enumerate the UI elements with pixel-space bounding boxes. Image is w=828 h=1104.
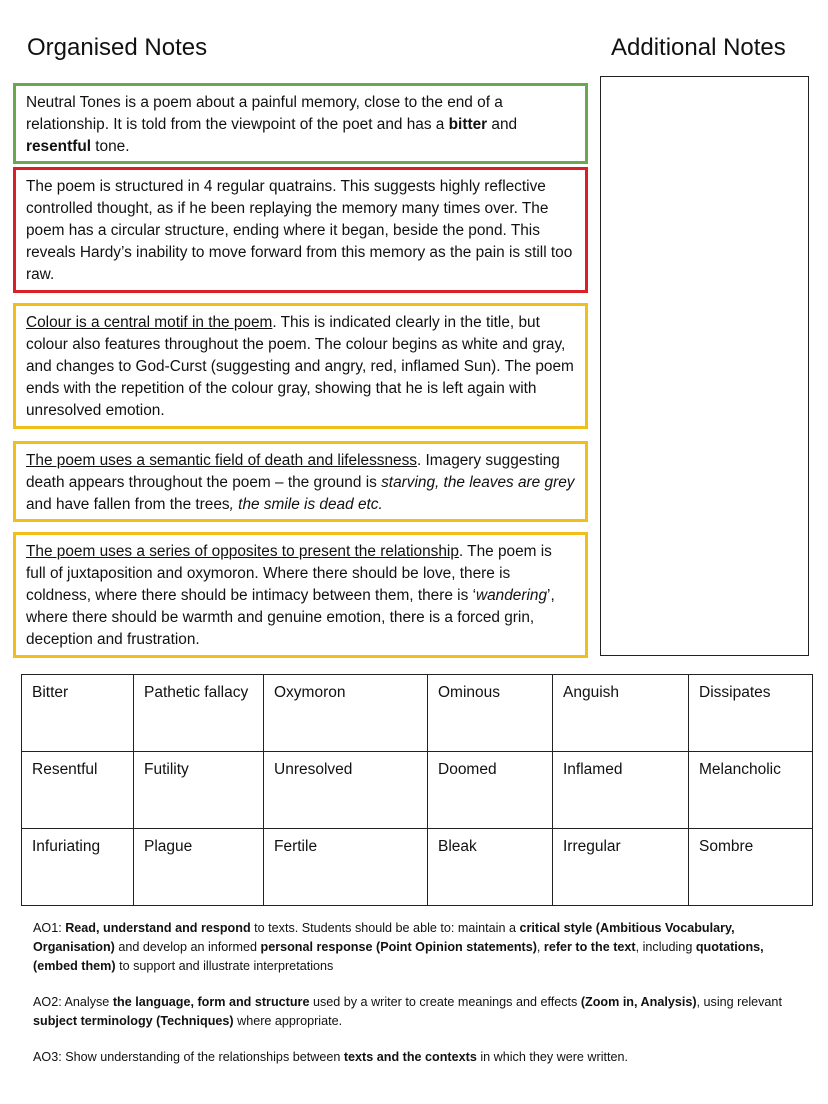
text-segment: and have fallen from the trees: [26, 496, 230, 513]
term-cell: Inflamed: [553, 752, 689, 829]
text-segment: The poem uses a series of opposites to present the relationship: [26, 543, 459, 560]
term-cell: Sombre: [689, 829, 813, 906]
term-cell: Infuriating: [22, 829, 134, 906]
text-segment: Read, understand and respond: [65, 921, 251, 935]
text-segment: , including: [635, 940, 696, 954]
text-segment: to texts. Students should be able to: maintain a: [250, 921, 520, 935]
ao2-text: [33, 993, 808, 1031]
text-segment: refer to the text: [543, 940, 636, 954]
ao3-text: [33, 1048, 808, 1067]
text-segment: critical style (Ambitious Vocabulary, Organisation): [33, 921, 735, 954]
text-segment: Neutral Tones is a poem about a painful memory, close to the end of a relationship. It is told from the viewpoint of the poet and has a: [26, 94, 503, 133]
note-structure: [13, 167, 588, 293]
text-segment: in which they were written.: [476, 1050, 629, 1064]
text-segment: where appropriate.: [233, 1014, 343, 1028]
text-segment: AO1:: [33, 921, 66, 935]
text-segment: Colour is a central motif in the poem: [26, 314, 273, 331]
ao1-text: [33, 919, 808, 976]
term-cell: Plague: [134, 829, 264, 906]
text-segment: The poem is structured in 4 regular quatrains. This suggests highly reflective controlled thought, as if he been replaying the memory many times over. The poem has a circular structure, ending where it began, beside the pond. This reveals Hardy’s inability to move forward from this memory as the pain is still too raw.: [26, 178, 573, 283]
text-segment: . Imagery suggesting death appears throughout the poem – the ground is: [26, 452, 560, 491]
note-colour-motif: [13, 303, 588, 429]
text-segment: and: [487, 116, 518, 133]
text-segment: The poem uses a semantic field of death and lifelessness: [26, 452, 417, 469]
text-segment: bitter: [448, 116, 488, 133]
text-segment: AO3: Show understanding of the relationships between: [33, 1050, 344, 1064]
term-cell: Oxymoron: [264, 675, 428, 752]
text-segment: ’, where there should be warmth and genuine emotion, there is a forced grin, deception and frustration.: [26, 587, 555, 648]
additional-notes-box[interactable]: [600, 76, 809, 656]
term-cell: Bleak: [428, 829, 553, 906]
term-cell: Irregular: [553, 829, 689, 906]
table-row: [22, 752, 813, 829]
text-segment: wandering: [476, 587, 548, 604]
term-cell: Doomed: [428, 752, 553, 829]
organised-notes-heading: Organised Notes: [27, 34, 208, 61]
text-segment: , the smile is dead etc.: [229, 496, 383, 513]
term-cell: Dissipates: [689, 675, 813, 752]
text-segment: . This is indicated clearly in the title, but colour also features throughout the poem. The colour begins as white and gray, and changes to God-Curst (suggesting and angry, red, inflamed Sun). The poem ends with the repetition of the colour gray, showing that he is left again with unresolved emotion.: [26, 314, 574, 419]
text-segment: AO2: Analyse: [33, 995, 113, 1009]
table-row: [22, 675, 813, 752]
term-cell: Anguish: [553, 675, 689, 752]
text-segment: texts and the contexts: [343, 1050, 477, 1064]
assessment-objectives: [33, 919, 808, 1084]
note-semantic-field: [13, 441, 588, 522]
additional-notes-heading: Additional Notes: [611, 34, 786, 61]
text-segment: (Zoom in, Analysis): [580, 995, 697, 1009]
term-cell: Resentful: [22, 752, 134, 829]
term-cell: Melancholic: [689, 752, 813, 829]
text-segment: ,: [536, 940, 544, 954]
text-segment: and develop an informed: [114, 940, 261, 954]
text-segment: quotations, (embed them): [33, 940, 764, 973]
text-segment: personal response (Point Opinion statements): [260, 940, 537, 954]
text-segment: subject terminology (Techniques): [33, 1014, 234, 1028]
note-overview: [13, 83, 588, 164]
table-row: [22, 829, 813, 906]
term-cell: Futility: [134, 752, 264, 829]
text-segment: the language, form and structure: [112, 995, 310, 1009]
text-segment: starving, the leaves are grey: [381, 474, 575, 491]
text-segment: used by a writer to create meanings and effects: [309, 995, 581, 1009]
text-segment: tone.: [91, 138, 130, 155]
terminology-table: [21, 674, 812, 906]
term-cell: Ominous: [428, 675, 553, 752]
text-segment: , using relevant: [696, 995, 782, 1009]
term-cell: Pathetic fallacy: [134, 675, 264, 752]
text-segment: to support and illustrate interpretations: [115, 959, 334, 973]
term-cell: Bitter: [22, 675, 134, 752]
text-segment: resentful: [26, 138, 91, 155]
term-cell: Fertile: [264, 829, 428, 906]
term-cell: Unresolved: [264, 752, 428, 829]
text-segment: . The poem is full of juxtaposition and oxymoron. Where there should be love, there is coldness, where there should be intimacy between them, there is ‘: [26, 543, 552, 604]
note-opposites: [13, 532, 588, 658]
